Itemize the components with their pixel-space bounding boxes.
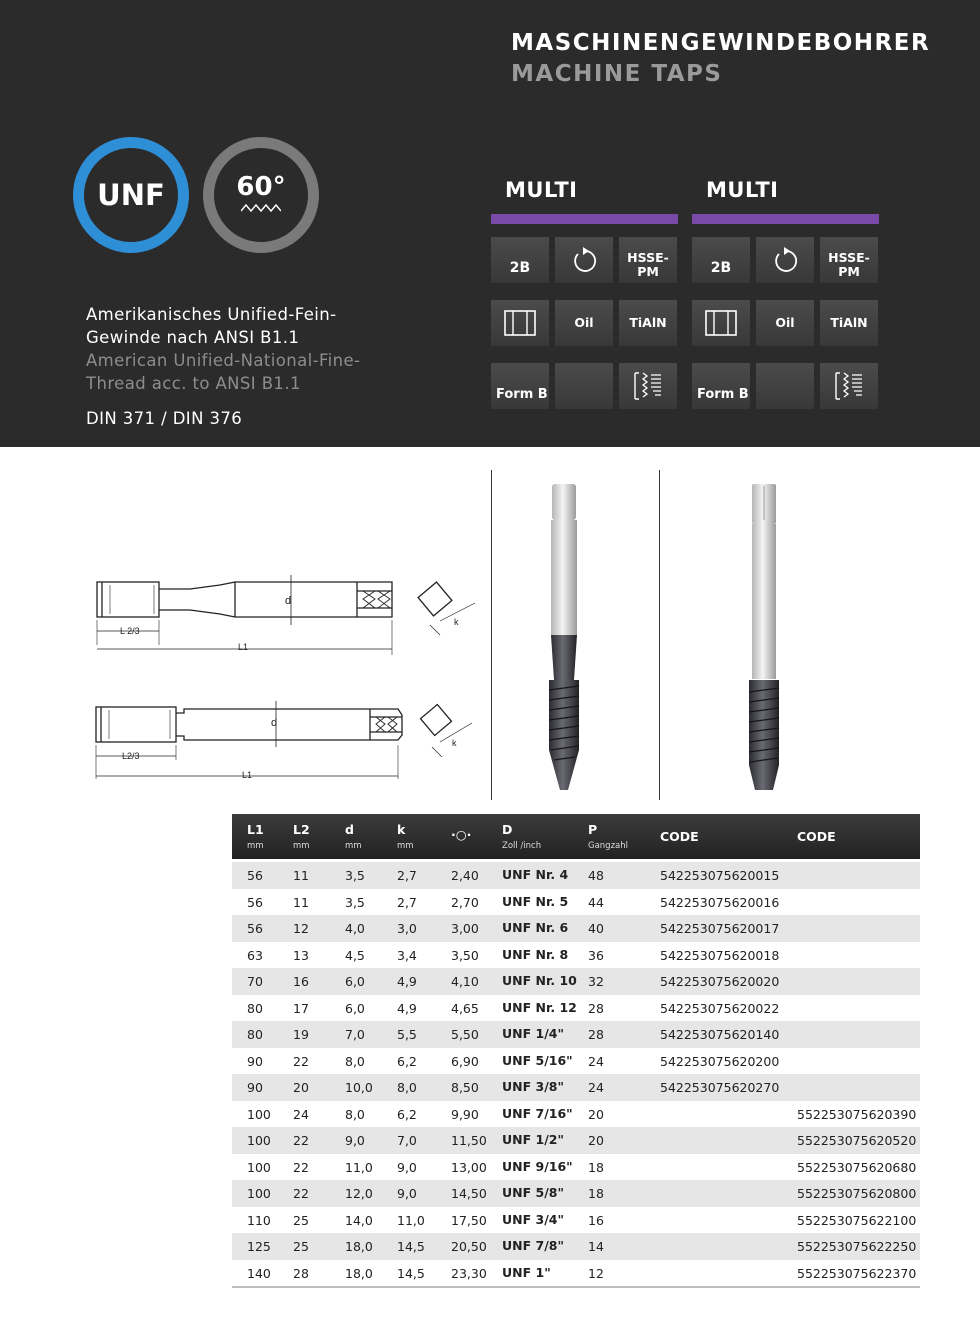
product-line-label-2: MULTI bbox=[706, 178, 779, 202]
cell-drill: 3,50 bbox=[451, 947, 479, 963]
page-title: MASCHINENGEWINDEBOHRER bbox=[511, 30, 931, 56]
cell-l1: 63 bbox=[247, 947, 263, 963]
cell-d: 12,0 bbox=[345, 1186, 373, 1201]
cell-code1: 542253075620016 bbox=[660, 894, 780, 910]
cell-l2: 16 bbox=[293, 974, 309, 989]
thread-depth-icon bbox=[619, 363, 677, 409]
cell-drill: 2,70 bbox=[451, 894, 479, 910]
cell-p: 12 bbox=[588, 1265, 604, 1281]
page-subtitle: MACHINE TAPS bbox=[511, 61, 723, 87]
cell-drill: 17,50 bbox=[451, 1212, 487, 1228]
table-row bbox=[232, 942, 920, 969]
coating-tile-2: TiAlN bbox=[820, 300, 878, 346]
cell-code2: 552253075620520 bbox=[797, 1133, 917, 1148]
diameter-label-2: d bbox=[271, 717, 278, 729]
din-standard: DIN 371 / DIN 376 bbox=[86, 409, 243, 428]
divider-line-1 bbox=[491, 470, 492, 800]
cell-l1: 100 bbox=[247, 1159, 271, 1175]
cell-code2: 552253075620800 bbox=[797, 1186, 917, 1201]
header-code-2: CODE bbox=[797, 829, 836, 844]
cell-thread: UNF 9/16" bbox=[502, 1158, 573, 1174]
cell-drill: 20,50 bbox=[451, 1239, 487, 1254]
material-tile-2: HSSE- PM bbox=[820, 237, 878, 283]
table-row bbox=[232, 995, 920, 1022]
material-tile-1: HSSE- PM bbox=[619, 237, 677, 283]
header-D: D bbox=[502, 822, 513, 837]
empty-tile-1 bbox=[555, 363, 613, 409]
cell-l2: 22 bbox=[293, 1159, 309, 1175]
cell-p: 28 bbox=[588, 1000, 604, 1016]
coolant-tile-1: Oil bbox=[555, 300, 613, 346]
cell-l1: 100 bbox=[247, 1106, 271, 1122]
thread-length-label-1: L 2/3 bbox=[120, 626, 140, 636]
square-label-2: k bbox=[452, 738, 457, 748]
cell-l1: 90 bbox=[247, 1053, 263, 1069]
cell-l2: 17 bbox=[293, 1000, 309, 1016]
thread-angle-badge bbox=[203, 137, 319, 253]
description-en: American Unified-National-Fine- Thread acc. to ANSI B1.1 bbox=[86, 351, 361, 393]
cell-d: 6,0 bbox=[345, 974, 365, 989]
cell-l2: 11 bbox=[293, 894, 309, 910]
cell-code2: 552253075622250 bbox=[797, 1239, 917, 1254]
cell-code1: 542253075620020 bbox=[660, 974, 780, 989]
diameter-label-1: d bbox=[285, 595, 292, 607]
table-row bbox=[232, 1260, 920, 1287]
cell-k: 4,9 bbox=[397, 1000, 417, 1016]
cell-thread: UNF 1/2" bbox=[502, 1132, 564, 1147]
form-tile-2: Form B bbox=[692, 363, 750, 409]
shank-form-icon bbox=[491, 300, 549, 346]
cell-p: 32 bbox=[588, 974, 604, 989]
cell-l2: 22 bbox=[293, 1133, 309, 1148]
cell-k: 14,5 bbox=[397, 1265, 425, 1281]
product-line-bar-2 bbox=[692, 214, 879, 224]
cell-l1: 80 bbox=[247, 1027, 263, 1042]
table-row bbox=[232, 1154, 920, 1181]
cell-k: 4,9 bbox=[397, 974, 417, 989]
cell-d: 18,0 bbox=[345, 1265, 373, 1281]
table-row bbox=[232, 1233, 920, 1260]
cell-k: 14,5 bbox=[397, 1239, 425, 1254]
thread-type-label: UNF bbox=[97, 178, 165, 212]
cell-drill: 4,10 bbox=[451, 974, 479, 989]
cell-thread: UNF Nr. 10 bbox=[502, 973, 577, 988]
product-line-label-1: MULTI bbox=[505, 178, 578, 202]
cell-drill: 2,40 bbox=[451, 868, 479, 883]
table-row bbox=[232, 1101, 920, 1128]
cell-l2: 13 bbox=[293, 947, 309, 963]
cell-code1: 542253075620200 bbox=[660, 1053, 780, 1069]
cell-l2: 20 bbox=[293, 1080, 309, 1095]
cell-p: 44 bbox=[588, 894, 604, 910]
cell-drill: 3,00 bbox=[451, 921, 479, 936]
specification-table bbox=[232, 814, 920, 1288]
cell-k: 2,7 bbox=[397, 868, 417, 883]
table-row bbox=[232, 1021, 920, 1048]
product-line-bar-1 bbox=[491, 214, 678, 224]
cell-k: 3,0 bbox=[397, 921, 417, 936]
cell-thread: UNF 5/16" bbox=[502, 1052, 573, 1068]
cell-l1: 110 bbox=[247, 1212, 271, 1228]
cell-l1: 140 bbox=[247, 1265, 271, 1281]
cell-l1: 100 bbox=[247, 1186, 271, 1201]
cell-d: 4,0 bbox=[345, 921, 365, 936]
cell-code2: 552253075620680 bbox=[797, 1159, 917, 1175]
cell-l1: 56 bbox=[247, 868, 263, 883]
table-bottom-rule bbox=[232, 1286, 920, 1288]
header-l2: L2 bbox=[293, 822, 310, 837]
cell-thread: UNF Nr. 12 bbox=[502, 999, 577, 1015]
cell-drill: 4,65 bbox=[451, 1000, 479, 1016]
tolerance-tile-2: 2B bbox=[692, 237, 750, 283]
cell-l1: 70 bbox=[247, 974, 263, 989]
cell-l2: 25 bbox=[293, 1239, 309, 1254]
cell-code1: 542253075620270 bbox=[660, 1080, 780, 1095]
coating-tile-1: TiAlN bbox=[619, 300, 677, 346]
cell-drill: 14,50 bbox=[451, 1186, 487, 1201]
cell-l1: 90 bbox=[247, 1080, 263, 1095]
cell-drill: 8,50 bbox=[451, 1080, 479, 1095]
cell-d: 6,0 bbox=[345, 1000, 365, 1016]
cell-l2: 25 bbox=[293, 1212, 309, 1228]
cell-l2: 11 bbox=[293, 868, 309, 883]
thread-profile-icon bbox=[241, 203, 281, 213]
cell-d: 3,5 bbox=[345, 868, 365, 883]
cell-l2: 19 bbox=[293, 1027, 309, 1042]
cell-code2: 552253075622370 bbox=[797, 1265, 917, 1281]
cell-k: 2,7 bbox=[397, 894, 417, 910]
cell-k: 11,0 bbox=[397, 1212, 425, 1228]
thread-depth-icon bbox=[820, 363, 878, 409]
cell-thread: UNF Nr. 6 bbox=[502, 920, 569, 935]
cell-d: 10,0 bbox=[345, 1080, 373, 1095]
total-length-label-2: L1 bbox=[242, 770, 253, 780]
cell-code1: 542253075620140 bbox=[660, 1027, 780, 1042]
cell-drill: 5,50 bbox=[451, 1027, 479, 1042]
cell-code1: 542253075620018 bbox=[660, 947, 780, 963]
cell-l1: 100 bbox=[247, 1133, 271, 1148]
cell-p: 20 bbox=[588, 1133, 604, 1148]
cell-thread: UNF 1" bbox=[502, 1264, 551, 1280]
table-row bbox=[232, 1127, 920, 1154]
clockwise-rotation-icon bbox=[555, 237, 613, 283]
cell-d: 8,0 bbox=[345, 1106, 365, 1122]
cell-k: 9,0 bbox=[397, 1159, 417, 1175]
cell-l2: 22 bbox=[293, 1186, 309, 1201]
table-body bbox=[232, 862, 920, 1286]
cell-thread: UNF 3/8" bbox=[502, 1079, 564, 1094]
coolant-tile-2: Oil bbox=[756, 300, 814, 346]
thread-type-badge bbox=[73, 137, 189, 253]
cell-d: 14,0 bbox=[345, 1212, 373, 1228]
cell-l2: 28 bbox=[293, 1265, 309, 1281]
cell-k: 3,4 bbox=[397, 947, 417, 963]
drill-diameter-icon: ·○· bbox=[451, 827, 472, 842]
cell-d: 11,0 bbox=[345, 1159, 373, 1175]
header-code-1: CODE bbox=[660, 829, 699, 844]
cell-p: 16 bbox=[588, 1212, 604, 1228]
cell-p: 40 bbox=[588, 921, 604, 936]
cell-d: 3,5 bbox=[345, 894, 365, 910]
header-banner bbox=[0, 0, 980, 447]
cell-l1: 56 bbox=[247, 921, 263, 936]
header-l1: L1 bbox=[247, 822, 264, 837]
cell-p: 18 bbox=[588, 1186, 604, 1201]
cell-thread: UNF 5/8" bbox=[502, 1185, 564, 1200]
cell-d: 8,0 bbox=[345, 1053, 365, 1069]
cell-k: 7,0 bbox=[397, 1133, 417, 1148]
thread-angle-label: 60° bbox=[236, 171, 286, 202]
cell-k: 6,2 bbox=[397, 1106, 417, 1122]
cell-p: 18 bbox=[588, 1159, 604, 1175]
table-row bbox=[232, 915, 920, 942]
cell-thread: UNF 1/4" bbox=[502, 1026, 564, 1041]
cell-thread: UNF 7/16" bbox=[502, 1105, 573, 1121]
cell-code2: 552253075620390 bbox=[797, 1106, 917, 1122]
tap-photo-din371 bbox=[538, 480, 598, 795]
cell-l2: 24 bbox=[293, 1106, 309, 1122]
cell-thread: UNF Nr. 4 bbox=[502, 867, 569, 882]
table-row bbox=[232, 889, 920, 916]
description-de: Amerikanisches Unified-Fein- Gewinde nach ANSI B1.1 bbox=[86, 305, 337, 347]
cell-code1: 542253075620022 bbox=[660, 1000, 780, 1016]
thread-length-label-2: L2/3 bbox=[122, 751, 140, 761]
cell-p: 14 bbox=[588, 1239, 604, 1254]
tap-technical-drawing bbox=[80, 565, 490, 795]
cell-drill: 6,90 bbox=[451, 1053, 479, 1069]
table-row bbox=[232, 1207, 920, 1234]
header-d: d bbox=[345, 822, 354, 837]
cell-l1: 56 bbox=[247, 894, 263, 910]
cell-k: 5,5 bbox=[397, 1027, 417, 1042]
cell-d: 4,5 bbox=[345, 947, 365, 963]
cell-p: 24 bbox=[588, 1053, 604, 1069]
cell-p: 20 bbox=[588, 1106, 604, 1122]
header-k: k bbox=[397, 822, 406, 837]
cell-drill: 13,00 bbox=[451, 1159, 487, 1175]
cell-p: 48 bbox=[588, 868, 604, 883]
header-P: P bbox=[588, 822, 598, 837]
cell-d: 9,0 bbox=[345, 1133, 365, 1148]
divider-line-2 bbox=[659, 470, 660, 800]
cell-d: 18,0 bbox=[345, 1239, 373, 1254]
cell-drill: 23,30 bbox=[451, 1265, 487, 1281]
tolerance-tile-1: 2B bbox=[491, 237, 549, 283]
table-row bbox=[232, 862, 920, 889]
cell-code2: 552253075622100 bbox=[797, 1212, 917, 1228]
cell-code1: 542253075620017 bbox=[660, 921, 780, 936]
cell-l1: 80 bbox=[247, 1000, 263, 1016]
square-label-1: k bbox=[454, 617, 459, 627]
table-header: L1 mm L2 mm d mm k mm ·○· D Zoll /inch P Gangzahl CODE CODE bbox=[232, 814, 920, 859]
clockwise-rotation-icon bbox=[756, 237, 814, 283]
cell-thread: UNF Nr. 5 bbox=[502, 893, 569, 909]
table-row bbox=[232, 968, 920, 995]
cell-k: 8,0 bbox=[397, 1080, 417, 1095]
cell-drill: 11,50 bbox=[451, 1133, 487, 1148]
cell-drill: 9,90 bbox=[451, 1106, 479, 1122]
table-row bbox=[232, 1074, 920, 1101]
cell-l2: 12 bbox=[293, 921, 309, 936]
cell-thread: UNF 7/8" bbox=[502, 1238, 564, 1253]
cell-thread: UNF 3/4" bbox=[502, 1211, 564, 1227]
shank-form-icon bbox=[692, 300, 750, 346]
cell-k: 6,2 bbox=[397, 1053, 417, 1069]
cell-k: 9,0 bbox=[397, 1186, 417, 1201]
cell-p: 28 bbox=[588, 1027, 604, 1042]
cell-thread: UNF Nr. 8 bbox=[502, 946, 569, 962]
cell-p: 24 bbox=[588, 1080, 604, 1095]
cell-p: 36 bbox=[588, 947, 604, 963]
cell-l1: 125 bbox=[247, 1239, 271, 1254]
empty-tile-2 bbox=[756, 363, 814, 409]
table-row bbox=[232, 1180, 920, 1207]
total-length-label-1: L1 bbox=[238, 642, 249, 652]
form-tile-1: Form B bbox=[491, 363, 549, 409]
cell-d: 7,0 bbox=[345, 1027, 365, 1042]
cell-code1: 542253075620015 bbox=[660, 868, 780, 883]
table-row bbox=[232, 1048, 920, 1075]
tap-photo-din376 bbox=[745, 480, 795, 795]
cell-l2: 22 bbox=[293, 1053, 309, 1069]
